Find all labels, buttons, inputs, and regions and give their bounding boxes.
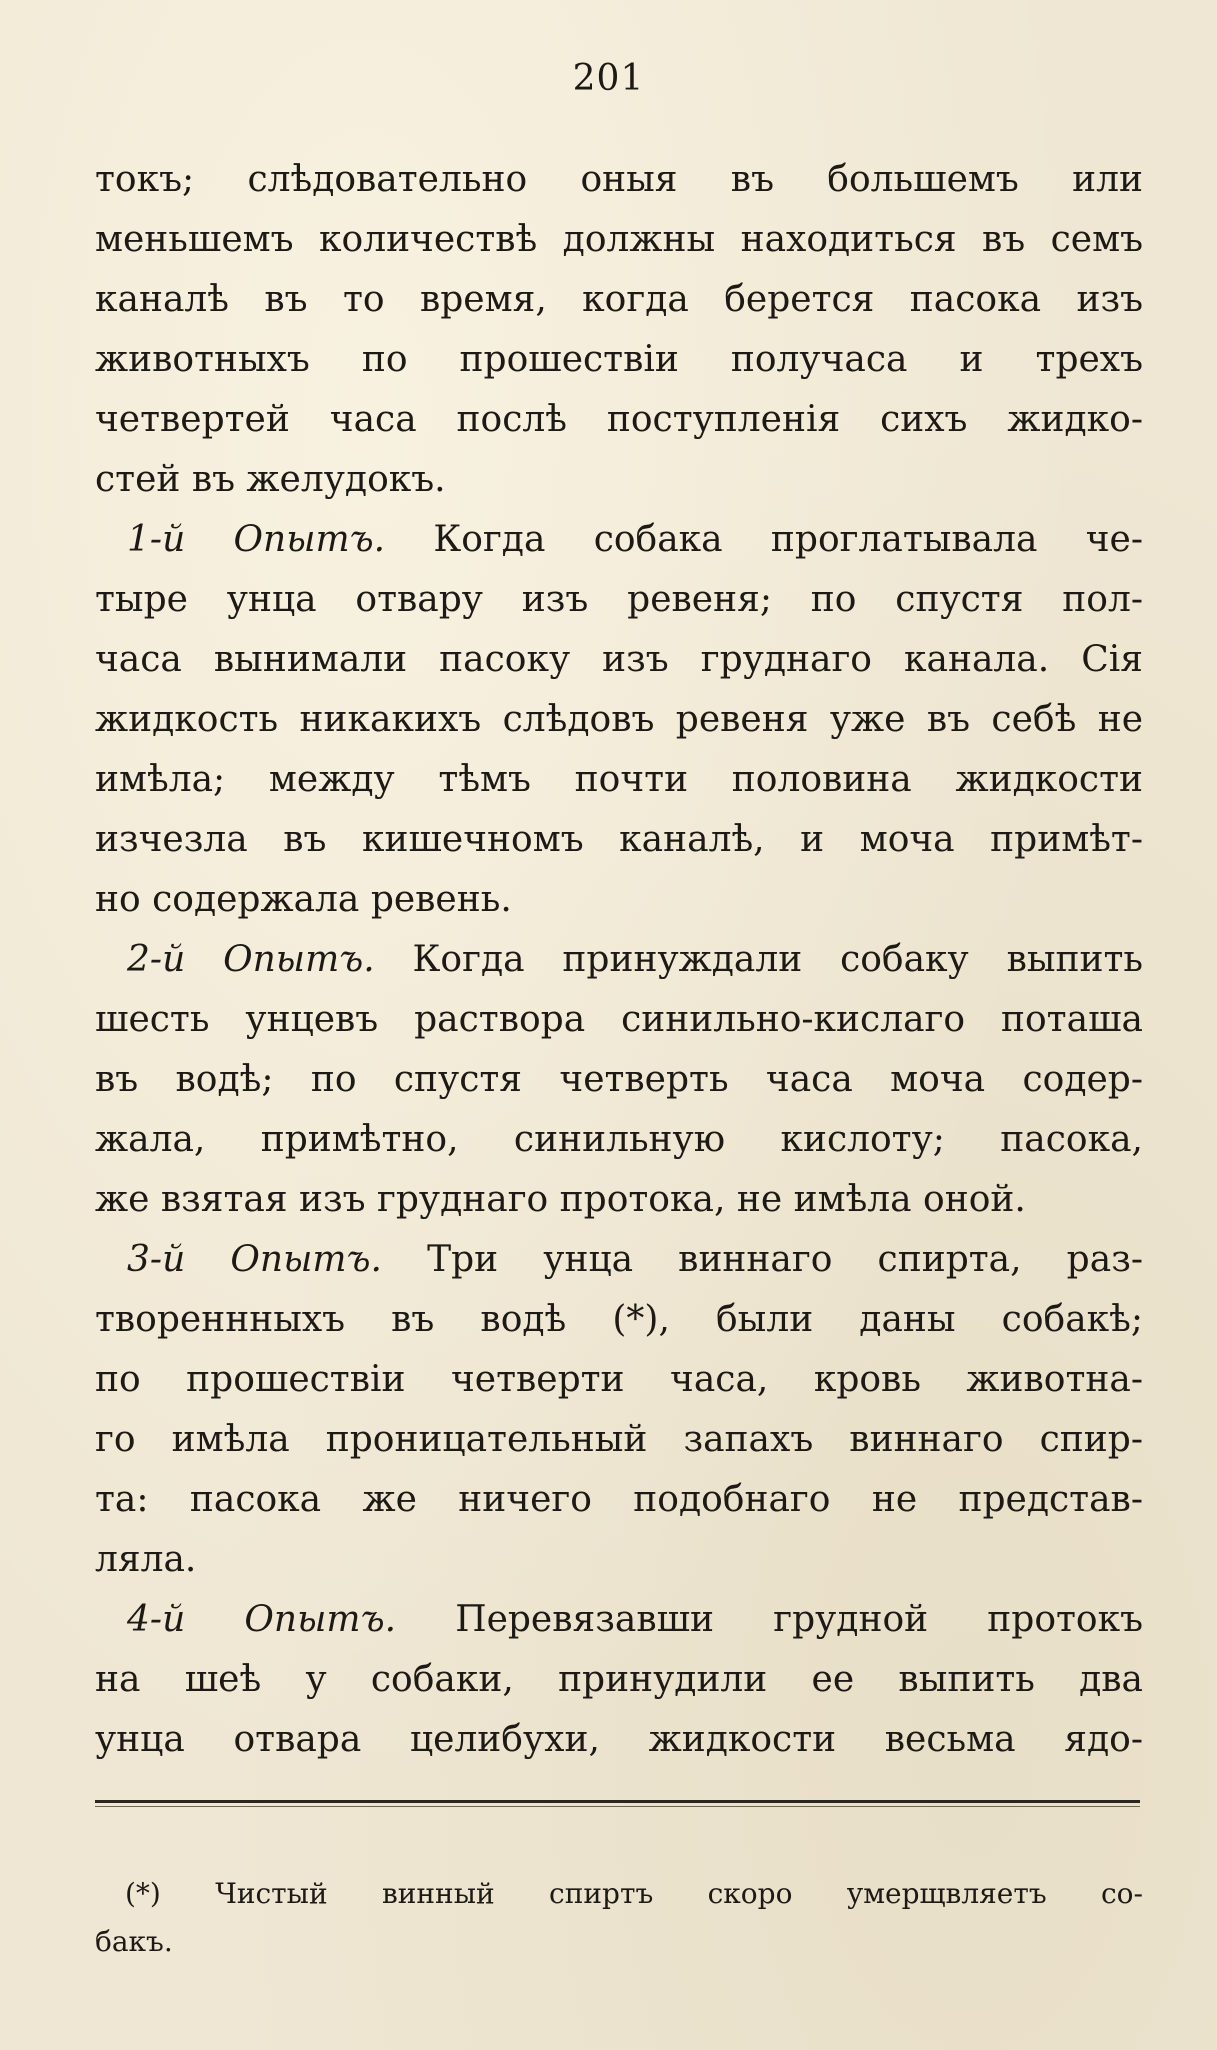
experiment-4-first-line: Перевязавши грудной протокъ — [455, 1599, 1143, 1640]
experiment-4-heading-line — [95, 1590, 1143, 1650]
experiment-1-heading-line — [95, 510, 1143, 570]
text-line: токъ; слѣдовательно оныя въ большемъ или — [95, 159, 1143, 200]
experiment-2-heading-line — [95, 930, 1143, 990]
footnote-divider — [95, 1800, 1140, 1803]
experiment-1-first-line: Когда собака проглатывала че- — [433, 519, 1143, 560]
text-line: изчезла въ кишечномъ каналѣ, и моча примѣт- — [95, 819, 1143, 860]
experiment-3-label: 3-й Опытъ. — [127, 1239, 382, 1280]
text-line: же взятая изъ груднаго протока, не имѣла оной. — [95, 1179, 1026, 1220]
page-number: 201 — [572, 58, 645, 99]
text-line: шесть унцевъ раствора синильно-кислаго поташа — [95, 999, 1143, 1040]
text-line: стей въ желудокъ. — [95, 459, 446, 500]
text-line: но содержала ревень. — [95, 879, 512, 920]
text-line: ляла. — [95, 1539, 197, 1580]
text-line: жидкость никакихъ слѣдовъ ревеня уже въ себѣ не — [95, 699, 1143, 740]
footnote — [95, 1870, 1143, 1966]
text-line: имѣла; между тѣмъ почти половина жидкости — [95, 759, 1143, 800]
experiment-4-label: 4-й Опытъ. — [127, 1599, 397, 1640]
footnote-line: (*) Чистый винный спиртъ скоро умерщвляетъ со- — [125, 1877, 1143, 1910]
text-line: тыре унца отвару изъ ревеня; по спустя пол- — [95, 579, 1143, 620]
experiment-3-first-line: Три унца виннаго спирта, раз- — [427, 1239, 1143, 1280]
experiment-2-label: 2-й Опытъ. — [127, 939, 375, 980]
text-line: твореннныхъ въ водѣ (*), были даны собакѣ; — [95, 1299, 1143, 1340]
text-line: животныхъ по прошествіи получаса и трехъ — [95, 339, 1143, 380]
text-line: по прошествіи четверти часа, кровь животна- — [95, 1359, 1143, 1400]
footnote-divider-thin — [95, 1806, 1140, 1807]
experiment-3-heading-line — [95, 1230, 1143, 1290]
text-line: меньшемъ количествѣ должны находиться въ семъ — [95, 219, 1143, 260]
text-line: часа вынимали пасоку изъ груднаго канала. Сія — [95, 639, 1143, 680]
text-line: го имѣла проницательный запахъ виннаго спир- — [95, 1419, 1143, 1460]
text-line: унца отвара целибухи, жидкости весьма ядо- — [95, 1719, 1143, 1760]
experiment-2-first-line: Когда принуждали собаку выпить — [412, 939, 1143, 980]
text-line: на шеѣ у собаки, принудили ее выпить два — [95, 1659, 1143, 1700]
text-line: жала, примѣтно, синильную кислоту; пасока, — [95, 1119, 1143, 1160]
footnote-line: бакъ. — [95, 1925, 173, 1958]
body-text — [95, 150, 1143, 1770]
text-line: въ водѣ; по спустя четверть часа моча содер- — [95, 1059, 1143, 1100]
text-line: каналѣ въ то время, когда берется пасока изъ — [95, 279, 1143, 320]
text-line: четвертей часа послѣ поступленія сихъ жидко- — [95, 399, 1143, 440]
experiment-1-label: 1-й Опытъ. — [127, 519, 386, 560]
text-line: та: пасока же ничего подобнаго не представ- — [95, 1479, 1143, 1520]
